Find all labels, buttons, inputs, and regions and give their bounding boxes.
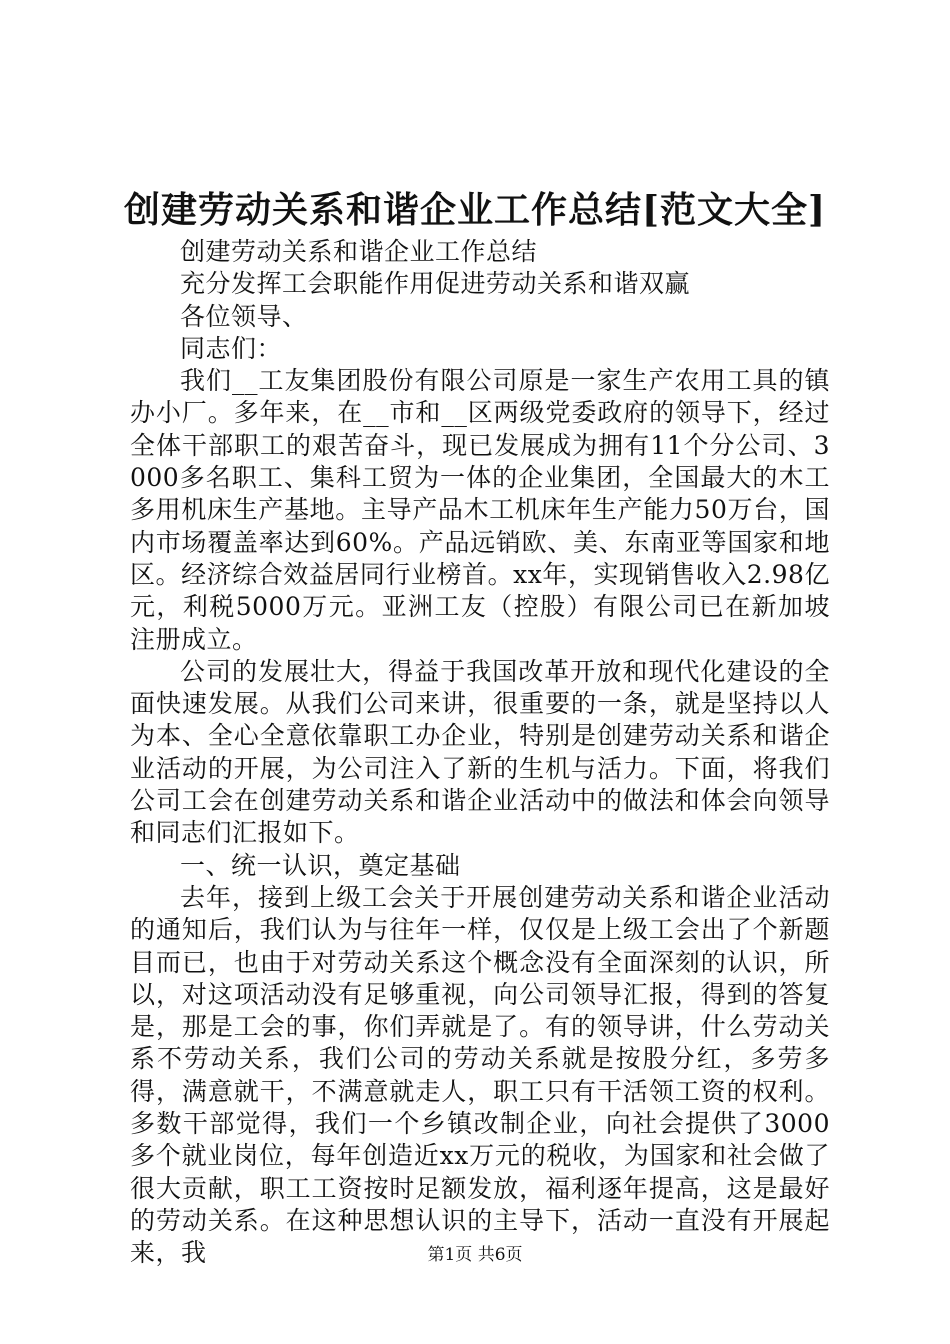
- document-title: 创建劳动关系和谐企业工作总结[范文大全]: [123, 189, 827, 231]
- document-body: [130, 236, 830, 1270]
- paragraph-salutation-2: 同志们：: [180, 333, 283, 363]
- paragraph-salutation-1: 各位领导、: [180, 301, 308, 331]
- section-heading-1: 一、统一认识，奠定基础: [180, 850, 461, 880]
- paragraph-subtitle: 创建劳动关系和谐企业工作总结: [180, 237, 538, 266]
- paragraph-company-intro: 我们__工友集团股份有限公司原是一家生产农用工具的镇办小厂。多年来，在__市和__区两级党委政府的领导下，经过全体干部职工的艰苦奋斗，现已发展成为拥有11个分公司、3000多名职工、集科工贸为一体的企业集团，全国最大的木工多用机床生产基地。主导产品木工机床年生产能力50万台，国内市场覆盖率达到60%。产品远销欧、美、东南亚等国家和地区。经济综合效益居同行业榜首。xx年，实现销售收入2.98亿元，利税5000万元。亚洲工友（控股）有限公司已在新加坡注册成立。: [130, 366, 830, 654]
- paragraph-development: 公司的发展壮大，得益于我国改革开放和现代化建设的全面快速发展。从我们公司来讲，很重要的一条，就是坚持以人为本、全心全意依靠职工办企业，特别是创建劳动关系和谐企业活动的开展，为公司注入了新的生机与活力。下面，将我们公司工会在创建劳动关系和谐企业活动中的做法和体会向领导和同志们汇报如下。: [130, 656, 830, 848]
- paragraph-heading: 充分发挥工会职能作用促进劳动关系和谐双赢: [180, 269, 691, 299]
- paragraph-section-1-body: 去年，接到上级工会关于开展创建劳动关系和谐企业活动的通知后，我们认为与往年一样，仅仅是上级工会出了个新题目而已，也由于对劳动关系这个概念没有全面深刻的认识，所以，对这项活动没有足够重视，向公司领导汇报，得到的答复是，那是工会的事，你们弄就是了。有的领导讲，什么劳动关系不劳动关系，我们公司的劳动关系就是按股分红，多劳多得，满意就干，不满意就走人，职工只有干活领工资的权利。多数干部觉得，我们一个乡镇改制企业，向社会提供了3000多个就业岗位，每年创造近xx万元的税收，为国家和社会做了很大贡献，职工工资按时足额发放，福利逐年提高，这是最好的劳动关系。在这种思想认识的主导下，活动一直没有开展起来，我: [130, 882, 830, 1268]
- page-footer: 第1页 共6页: [427, 1245, 523, 1265]
